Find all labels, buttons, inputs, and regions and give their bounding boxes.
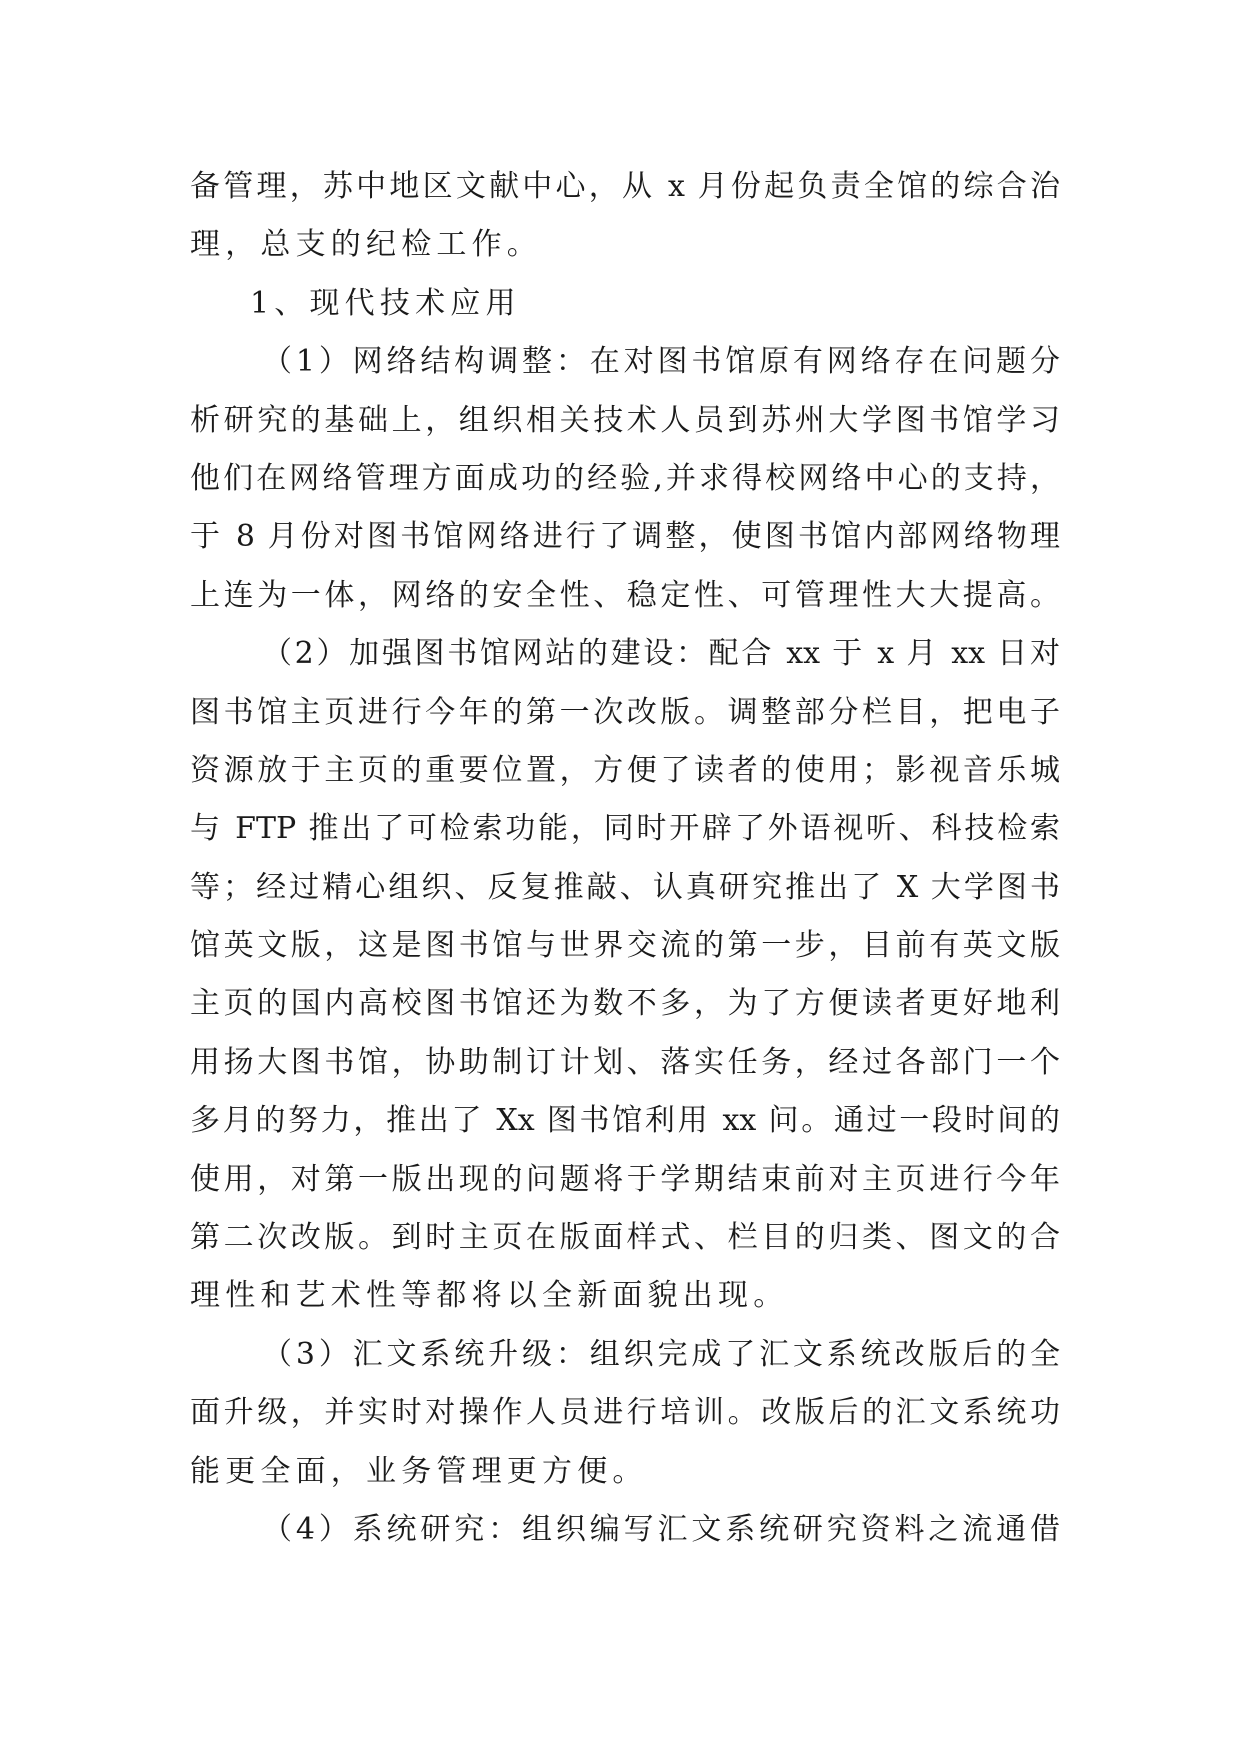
paragraph-line: 用扬大图书馆，协助制订计划、落实任务，经过各部门一个 xyxy=(190,1044,1060,1080)
paragraph-line: 多月的努力，推出了 Xx 图书馆利用 xx 问。通过一段时间的 xyxy=(190,1103,1060,1139)
paragraph-line: 他们在网络管理方面成功的经验,并求得校网络中心的支持， xyxy=(190,460,1060,496)
paragraph-line: 使用，对第一版出现的问题将于学期结束前对主页进行今年 xyxy=(190,1161,1060,1197)
paragraph-line: 馆英文版，这是图书馆与世界交流的第一步，目前有英文版 xyxy=(190,928,1060,964)
paragraph-line: 面升级，并实时对操作人员进行培训。改版后的汇文系统功 xyxy=(190,1395,1060,1431)
paragraph-line: 与 FTP 推出了可检索功能，同时开辟了外语视听、科技检索 xyxy=(190,811,1060,847)
paragraph-line: 等；经过精心组织、反复推敲、认真研究推出了 X 大学图书 xyxy=(190,869,1060,905)
paragraph-line: 理，总支的纪检工作。 xyxy=(190,227,542,263)
paragraph-line: 于 8 月份对图书馆网络进行了调整，使图书馆内部网络物理 xyxy=(190,519,1060,555)
paragraph-line: 备管理，苏中地区文献中心，从 x 月份起负责全馆的综合治 xyxy=(190,169,1060,204)
paragraph-line: 资源放于主页的重要位置，方便了读者的使用；影视音乐城 xyxy=(190,752,1060,788)
paragraph-line: （2）加强图书馆网站的建设：配合 xx 于 x 月 xx 日对 xyxy=(262,636,1060,672)
document-body xyxy=(190,158,1060,1559)
paragraph-line: 图书馆主页进行今年的第一次改版。调整部分栏目，把电子 xyxy=(190,694,1060,730)
paragraph-line: 能更全面，业务管理更方便。 xyxy=(190,1453,648,1489)
paragraph-line: 析研究的基础上，组织相关技术人员到苏州大学图书馆学习 xyxy=(190,402,1060,438)
section-heading: 1、现代技术应用 xyxy=(250,285,521,321)
paragraph-line: （1）网络结构调整：在对图书馆原有网络存在问题分 xyxy=(262,344,1060,380)
paragraph-line: 主页的国内高校图书馆还为数不多，为了方便读者更好地利 xyxy=(190,986,1060,1022)
paragraph-line: 第二次改版。到时主页在版面样式、栏目的归类、图文的合 xyxy=(190,1220,1060,1256)
paragraph-line: （3）汇文系统升级：组织完成了汇文系统改版后的全 xyxy=(262,1336,1060,1372)
paragraph-line: 上连为一体，网络的安全性、稳定性、可管理性大大提高。 xyxy=(190,577,1060,613)
paragraph-line: 理性和艺术性等都将以全新面貌出现。 xyxy=(190,1278,789,1314)
paragraph-line: （4）系统研究：组织编写汇文系统研究资料之流通借 xyxy=(262,1511,1060,1547)
